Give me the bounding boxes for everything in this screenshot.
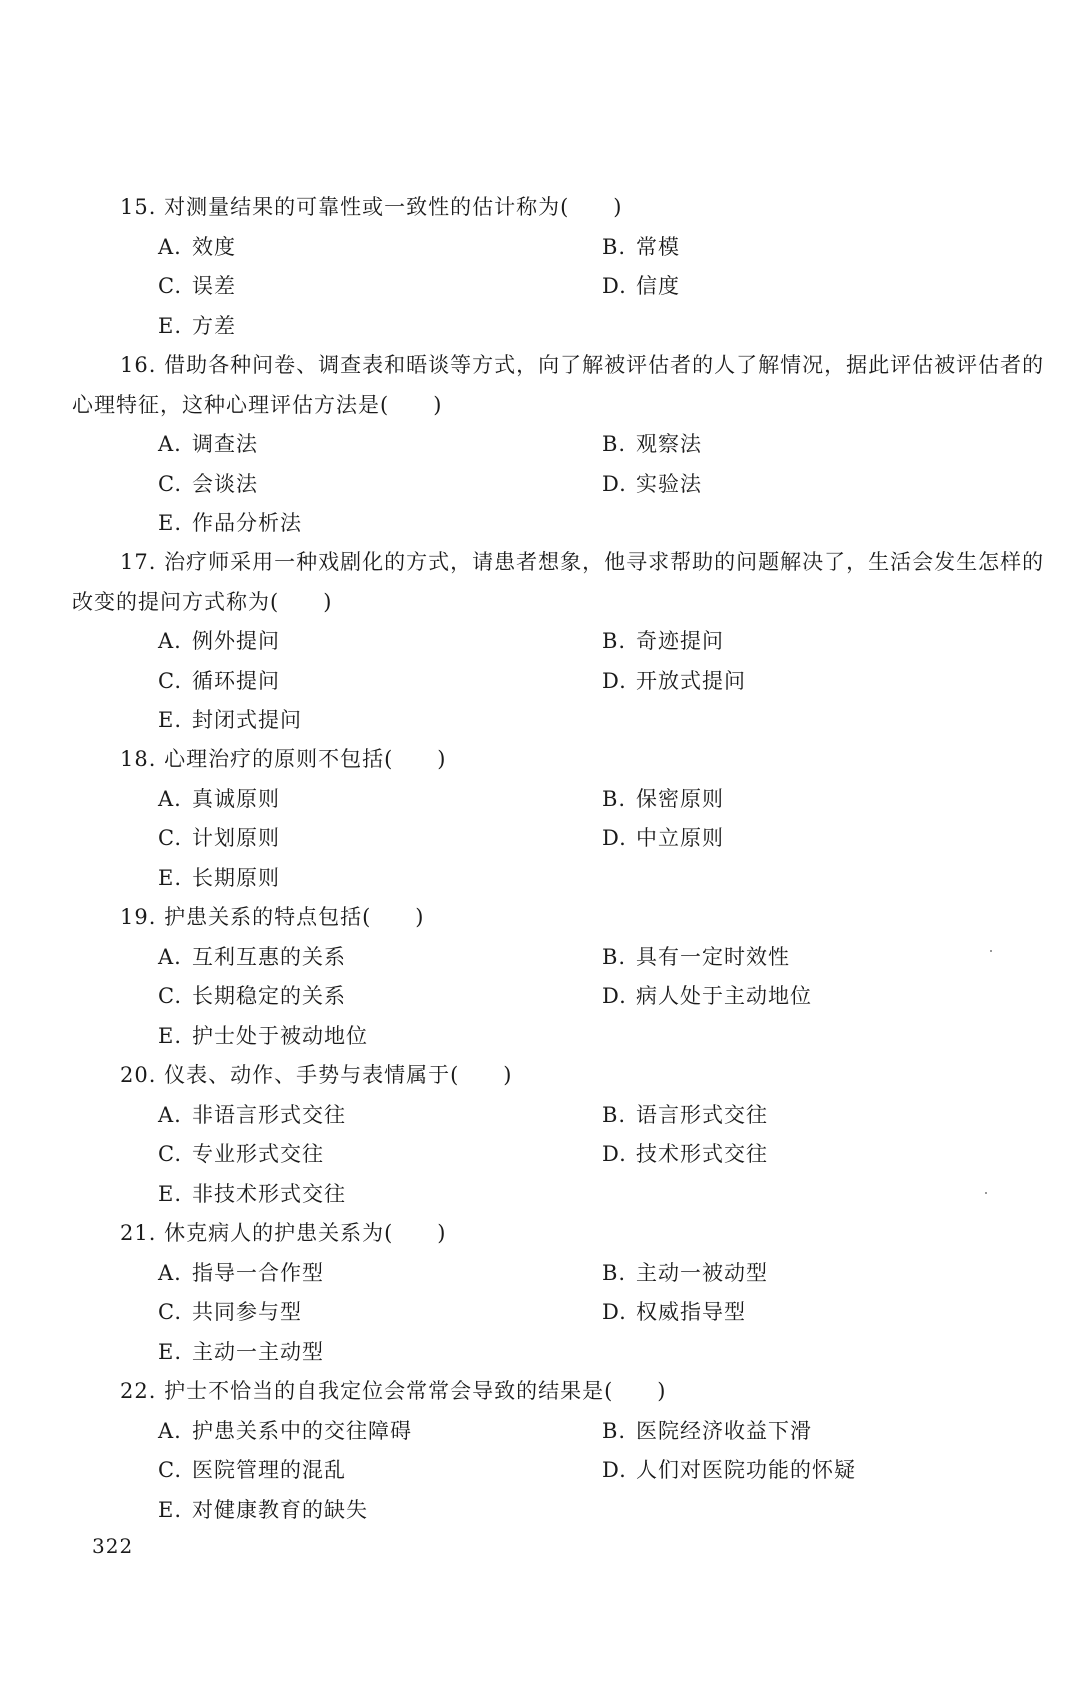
- option-text: 权威指导型: [636, 1300, 746, 1324]
- question-text: 借助各种问卷、调查表和晤谈等方式，向了解被评估者的人了解情况，据此评估被评估者的心理特征，这种心理评估方法是( ): [72, 353, 1045, 417]
- option-text: 真诚原则: [192, 786, 280, 811]
- option-e: [158, 504, 302, 544]
- option-letter: D.: [602, 1142, 627, 1166]
- option-letter: C.: [158, 668, 182, 693]
- option-row: [72, 819, 1057, 859]
- option-letter: C.: [158, 826, 182, 850]
- option-d: [602, 977, 812, 1017]
- option-c: [158, 977, 346, 1017]
- option-row: [72, 1451, 1057, 1491]
- option-letter: A.: [158, 1102, 182, 1127]
- question-stem: [72, 188, 1057, 228]
- option-d: [602, 819, 724, 859]
- option-text: 会谈法: [192, 471, 258, 496]
- question-stem: [72, 1372, 1057, 1412]
- question-text: 对测量结果的可靠性或一致性的估计称为( ): [164, 195, 623, 219]
- option-e: [158, 1017, 368, 1057]
- option-a: [158, 1254, 324, 1294]
- option-letter: A.: [158, 1418, 182, 1443]
- option-letter: E.: [158, 708, 183, 732]
- option-c: [158, 819, 280, 859]
- question-16: [72, 346, 1057, 544]
- option-text: 语言形式交往: [636, 1102, 768, 1127]
- question-text: 护患关系的特点包括( ): [164, 905, 425, 929]
- option-letter: C.: [158, 471, 182, 496]
- option-letter: B.: [602, 1418, 627, 1443]
- option-letter: E.: [158, 511, 183, 535]
- option-list: [72, 425, 1057, 544]
- question-text: 治疗师采用一种戏剧化的方式，请患者想象，他寻求帮助的问题解决了，生活会发生怎样的改变的提问方式称为( ): [72, 550, 1045, 614]
- option-letter: B.: [602, 944, 627, 969]
- option-row: [72, 1254, 1057, 1294]
- scan-speck: [990, 950, 992, 952]
- option-letter: D.: [602, 471, 627, 496]
- option-row: [72, 465, 1057, 505]
- option-row: [72, 425, 1057, 465]
- option-text: 效度: [192, 234, 236, 259]
- option-text: 长期稳定的关系: [192, 984, 346, 1008]
- option-text: 中立原则: [636, 826, 724, 850]
- question-17: [72, 543, 1057, 741]
- option-text: 医院管理的混乱: [192, 1458, 346, 1482]
- option-text: 计划原则: [192, 826, 280, 850]
- option-letter: A.: [158, 1260, 182, 1285]
- option-b: [602, 425, 702, 465]
- option-text: 病人处于主动地位: [636, 984, 812, 1008]
- option-letter: A.: [158, 629, 182, 653]
- option-c: [158, 267, 236, 307]
- option-b: [602, 228, 680, 268]
- option-text: 护患关系中的交往障碍: [192, 1418, 412, 1443]
- option-row: [72, 1333, 1057, 1373]
- option-row: [72, 977, 1057, 1017]
- option-a: [158, 780, 280, 820]
- option-text: 专业形式交往: [192, 1142, 324, 1166]
- option-letter: B.: [602, 629, 627, 653]
- option-letter: E.: [158, 1339, 183, 1364]
- option-e: [158, 701, 302, 741]
- option-row: [72, 1175, 1057, 1215]
- option-letter: B.: [602, 1102, 627, 1127]
- option-a: [158, 622, 280, 662]
- question-text: 仪表、动作、手势与表情属于( ): [164, 1063, 513, 1087]
- question-number: 18.: [120, 747, 157, 771]
- option-letter: D.: [602, 984, 627, 1008]
- option-letter: E.: [158, 313, 183, 338]
- option-list: [72, 780, 1057, 899]
- option-text: 长期原则: [192, 865, 280, 890]
- option-letter: D.: [602, 1300, 627, 1324]
- option-row: [72, 780, 1057, 820]
- option-text: 奇迹提问: [636, 629, 724, 653]
- option-text: 主动一主动型: [192, 1339, 324, 1364]
- question-18: [72, 740, 1057, 898]
- option-text: 例外提问: [192, 629, 280, 653]
- option-row: [72, 1135, 1057, 1175]
- option-text: 主动一被动型: [636, 1260, 768, 1285]
- option-e: [158, 307, 236, 347]
- option-text: 封闭式提问: [192, 708, 302, 732]
- option-d: [602, 1135, 768, 1175]
- option-text: 医院经济收益下滑: [636, 1418, 812, 1443]
- option-e: [158, 1175, 346, 1215]
- option-letter: B.: [602, 786, 627, 811]
- option-row: [72, 1017, 1057, 1057]
- option-a: [158, 1096, 346, 1136]
- option-b: [602, 1254, 768, 1294]
- option-text: 开放式提问: [636, 668, 746, 693]
- question-text: 休克病人的护患关系为( ): [164, 1221, 447, 1245]
- option-row: [72, 859, 1057, 899]
- option-row: [72, 228, 1057, 268]
- option-letter: E.: [158, 1023, 183, 1048]
- option-e: [158, 859, 280, 899]
- question-text: 心理治疗的原则不包括( ): [164, 747, 447, 771]
- option-e: [158, 1491, 368, 1531]
- option-c: [158, 465, 258, 505]
- option-text: 作品分析法: [192, 511, 302, 535]
- question-number: 22.: [120, 1379, 157, 1403]
- option-text: 对健康教育的缺失: [192, 1497, 368, 1522]
- option-c: [158, 662, 280, 702]
- option-text: 保密原则: [636, 786, 724, 811]
- option-row: [72, 662, 1057, 702]
- option-row: [72, 307, 1057, 347]
- option-a: [158, 1412, 412, 1452]
- question-number: 17.: [120, 550, 157, 574]
- option-text: 指导一合作型: [192, 1260, 324, 1285]
- option-c: [158, 1451, 346, 1491]
- option-b: [602, 1096, 768, 1136]
- option-text: 人们对医院功能的怀疑: [636, 1458, 856, 1482]
- option-text: 护士处于被动地位: [192, 1023, 368, 1048]
- question-21: [72, 1214, 1057, 1372]
- option-letter: C.: [158, 1300, 182, 1324]
- question-stem: [72, 1214, 1057, 1254]
- option-text: 观察法: [636, 432, 702, 456]
- option-list: [72, 938, 1057, 1057]
- question-19: [72, 898, 1057, 1056]
- option-e: [158, 1333, 324, 1373]
- option-row: [72, 622, 1057, 662]
- option-text: 信度: [636, 274, 680, 298]
- option-list: [72, 1412, 1057, 1531]
- option-row: [72, 1293, 1057, 1333]
- option-letter: D.: [602, 826, 627, 850]
- question-15: [72, 188, 1057, 346]
- question-text: 护士不恰当的自我定位会常常会导致的结果是( ): [164, 1379, 667, 1403]
- question-stem: [72, 1056, 1057, 1096]
- option-letter: A.: [158, 432, 182, 456]
- option-letter: C.: [158, 984, 182, 1008]
- option-list: [72, 228, 1057, 347]
- option-letter: E.: [158, 1181, 183, 1206]
- question-22: [72, 1372, 1057, 1530]
- option-letter: B.: [602, 1260, 627, 1285]
- option-list: [72, 622, 1057, 741]
- option-letter: A.: [158, 944, 182, 969]
- option-b: [602, 622, 724, 662]
- option-b: [602, 938, 790, 978]
- option-a: [158, 425, 258, 465]
- question-stem: [72, 543, 1057, 622]
- option-a: [158, 228, 236, 268]
- option-letter: E.: [158, 865, 183, 890]
- question-stem: [72, 898, 1057, 938]
- option-text: 方差: [192, 313, 236, 338]
- option-b: [602, 1412, 812, 1452]
- option-c: [158, 1293, 302, 1333]
- option-letter: B.: [602, 234, 627, 259]
- option-text: 常模: [636, 234, 680, 259]
- option-text: 调查法: [192, 432, 258, 456]
- option-letter: A.: [158, 234, 182, 259]
- question-number: 19.: [120, 905, 157, 929]
- option-row: [72, 267, 1057, 307]
- option-text: 具有一定时效性: [636, 944, 790, 969]
- option-letter: A.: [158, 786, 182, 811]
- option-text: 非语言形式交往: [192, 1102, 346, 1127]
- scan-speck: [985, 1192, 987, 1194]
- option-row: [72, 1096, 1057, 1136]
- question-number: 21.: [120, 1221, 157, 1245]
- option-a: [158, 938, 346, 978]
- option-c: [158, 1135, 324, 1175]
- option-d: [602, 465, 702, 505]
- option-text: 非技术形式交往: [192, 1181, 346, 1206]
- option-d: [602, 267, 680, 307]
- option-letter: D.: [602, 668, 627, 693]
- option-letter: C.: [158, 1458, 182, 1482]
- option-text: 实验法: [636, 471, 702, 496]
- question-number: 16.: [120, 353, 157, 377]
- option-d: [602, 1293, 746, 1333]
- option-d: [602, 1451, 856, 1491]
- option-text: 互利互惠的关系: [192, 944, 346, 969]
- option-letter: D.: [602, 274, 627, 298]
- option-row: [72, 504, 1057, 544]
- option-letter: C.: [158, 274, 182, 298]
- page-number: 322: [92, 1534, 134, 1558]
- option-b: [602, 780, 724, 820]
- option-letter: C.: [158, 1142, 182, 1166]
- question-number: 20.: [120, 1063, 157, 1087]
- question-stem: [72, 346, 1057, 425]
- question-20: [72, 1056, 1057, 1214]
- question-stem: [72, 740, 1057, 780]
- option-text: 误差: [192, 274, 236, 298]
- option-row: [72, 701, 1057, 741]
- option-list: [72, 1096, 1057, 1215]
- option-letter: D.: [602, 1458, 627, 1482]
- option-letter: B.: [602, 432, 627, 456]
- option-letter: E.: [158, 1497, 183, 1522]
- option-text: 共同参与型: [192, 1300, 302, 1324]
- option-row: [72, 938, 1057, 978]
- option-text: 技术形式交往: [636, 1142, 768, 1166]
- question-number: 15.: [120, 195, 157, 219]
- option-d: [602, 662, 746, 702]
- option-row: [72, 1491, 1057, 1531]
- option-text: 循环提问: [192, 668, 280, 693]
- option-list: [72, 1254, 1057, 1373]
- option-row: [72, 1412, 1057, 1452]
